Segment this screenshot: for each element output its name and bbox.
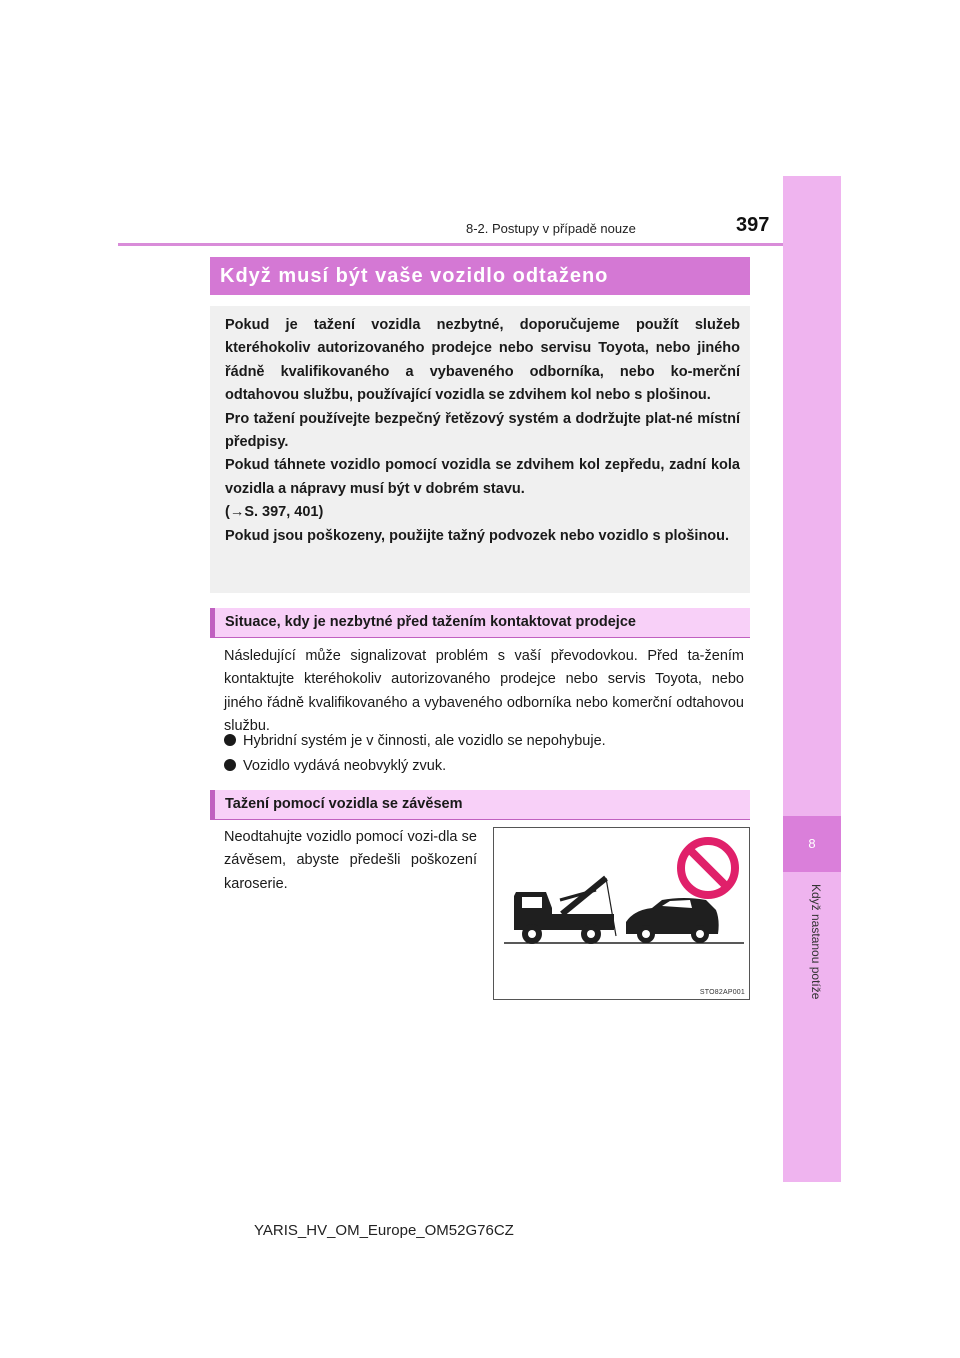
car-wheel-front-hub bbox=[642, 930, 650, 938]
section-body-dealer: Následující může signalizovat problém s vaší převodovkou. Před ta-žením kontaktujte kteréhokoliv autorizovaného prodejce nebo servis Toyota, nebo jiného řádně kvalifikovaného a vybaveného odborníka nebo komerční odtahovou službu. bbox=[224, 648, 744, 734]
header-section: 8-2. Postupy v případě nouze bbox=[466, 221, 636, 236]
list-item-text: Hybridní systém je v činnosti, ale vozidlo se nepohybuje. bbox=[243, 733, 606, 749]
sling-tow-illustration bbox=[493, 827, 750, 1000]
intro-page-reference: (→S. 397, 401) bbox=[225, 504, 324, 521]
section-body-sling-tow: Neodtahujte vozidlo pomocí vozi-dla se závěsem, abyste předešli poškození karoserie. bbox=[224, 829, 477, 892]
tow-boom bbox=[562, 878, 606, 914]
truck-body bbox=[552, 914, 614, 930]
chapter-title-vertical: Když nastanou potíže bbox=[809, 884, 823, 1000]
prohibition-icon-bar bbox=[690, 850, 726, 886]
illustration-code: STO82AP001 bbox=[699, 989, 745, 996]
list-item bbox=[224, 733, 744, 749]
intro-paragraph: Pro tažení používejte bezpečný řetězový systém a dodržujte plat-né místní předpisy. bbox=[225, 410, 740, 451]
car-wheel-rear-hub bbox=[696, 930, 704, 938]
bullet-icon bbox=[224, 759, 236, 771]
header-divider bbox=[118, 243, 783, 246]
list-item-text: Vozidlo vydává neobvyklý zvuk. bbox=[243, 758, 447, 774]
truck-cab-window bbox=[522, 897, 542, 908]
intro-paragraph: Pokud táhnete vozidlo pomocí vozidla se zdvihem kol zepředu, zadní kola vozidla a nápravy musí být v dobrém stavu. bbox=[225, 457, 740, 497]
truck-wheel-rear-hub bbox=[587, 930, 595, 938]
section-heading-sling-tow: Tažení pomocí vozidla se závěsem bbox=[210, 790, 750, 820]
truck-wheel-front-hub bbox=[528, 930, 536, 938]
tow-truck-drawing bbox=[494, 828, 749, 999]
page-title: Když musí být vaše vozidlo odtaženo bbox=[210, 257, 750, 295]
section-heading-dealer: Situace, kdy je nezbytné před tažením kontaktovat prodejce bbox=[210, 608, 750, 638]
intro-paragraph: Pokud jsou poškozeny, použijte tažný podvozek nebo vozidlo s plošinou. bbox=[225, 527, 730, 544]
intro-paragraph: Pokud je tažení vozidla nezbytné, doporučujeme použít služeb kteréhokoliv autorizovaného prodejce nebo servisu Toyota, nebo jiného řádně kvalifikovaného a vybaveného odborníka, nebo ko-merční odtahovou službu, používající vozidla se zdvihem kol nebo s plošinou. bbox=[225, 317, 740, 404]
document-footer: YARIS_HV_OM_Europe_OM52G76CZ bbox=[254, 1222, 514, 1239]
page-number: 397 bbox=[736, 214, 770, 236]
bullet-icon bbox=[224, 734, 236, 746]
intro-box bbox=[210, 306, 750, 593]
list-item bbox=[224, 758, 744, 774]
chapter-number-tab: 8 bbox=[783, 816, 841, 872]
